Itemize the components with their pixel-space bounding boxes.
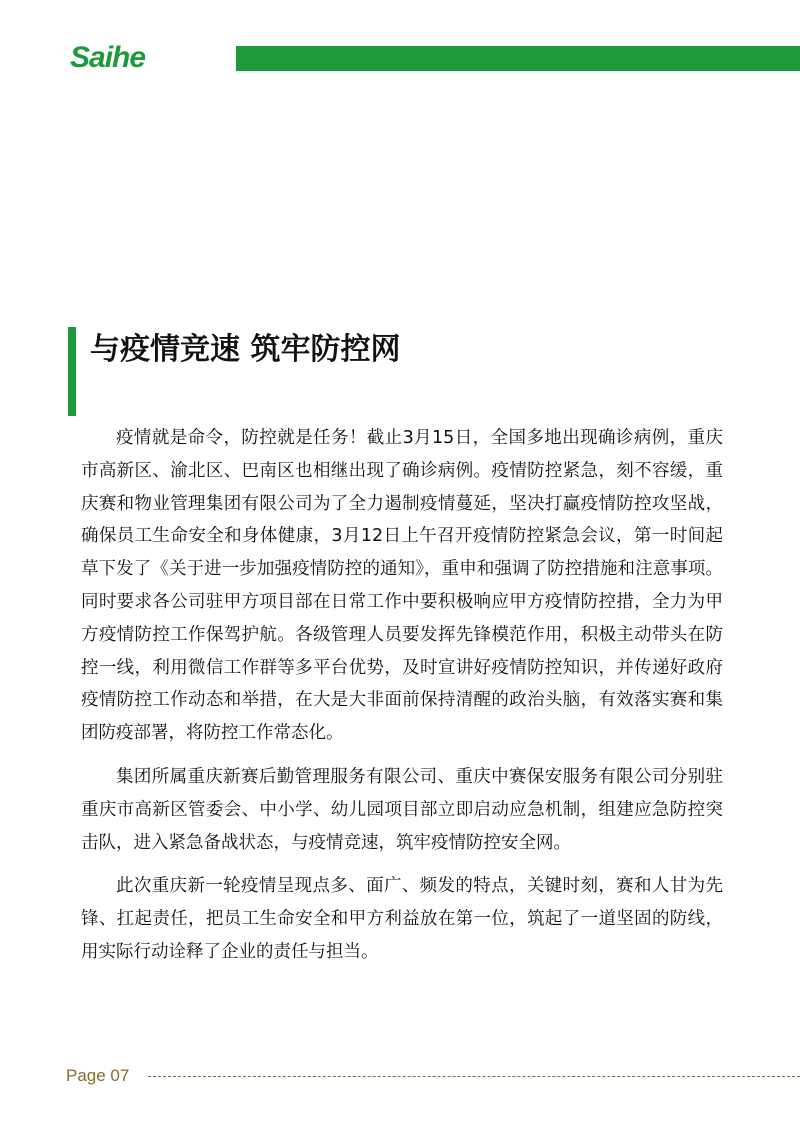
article-title: 与疫情竞速 筑牢防控网 <box>90 332 401 367</box>
paragraph-3: 此次重庆新一轮疫情呈现点多、面广、频发的特点，关键时刻，赛和人甘为先锋、扛起责任，把员工生命安全和甲方利益放在第一位，筑起了一道坚固的防线，用实际行动诠释了企业的责任与担当。 <box>81 876 723 962</box>
header-green-bar <box>236 46 800 71</box>
article-body <box>81 422 723 980</box>
page-footer <box>66 1062 800 1090</box>
saihe-logo: Saihe <box>70 41 146 74</box>
page-number: Page 07 <box>66 1066 130 1085</box>
paragraph-2: 集团所属重庆新赛后勤管理服务有限公司、重庆中赛保安服务有限公司分别驻重庆市高新区管委会、中小学、幼儿园项目部立即启动应急机制，组建应急防控突击队，进入紧急备战状态，与疫情竞速，筑牢疫情防控安全网。 <box>81 766 723 853</box>
title-accent-bar <box>68 327 76 416</box>
footer-dashed-line <box>148 1076 800 1077</box>
paragraph-1: 疫情就是命令，防控就是任务！截止3月15日，全国多地出现确诊病例，重庆市高新区、渝北区、巴南区也相继出现了确诊病例。疫情防控紧急，刻不容缓，重庆赛和物业管理集团有限公司为了全力遏制疫情蔓延，坚决打赢疫情防控攻坚战，确保员工生命安全和身体健康，3月12日上午召开疫情防控紧急会议，第一时间起草下发了《关于进一步加强疫情防控的通知》，重申和强调了防控措施和注意事项。同时要求各公司驻甲方项目部在日常工作中要积极响应甲方疫情防控措，全力为甲方疫情防控工作保驾护航。各级管理人员要发挥先锋模范作用，积极主动带头在防控一线，利用微信工作群等多平台优势，及时宣讲好疫情防控知识，并传递好政府疫情防控工作动态和举措，在大是大非面前保持清醒的政治头脑，有效落实赛和集团防疫部署，将防控工作常态化。 <box>81 428 723 744</box>
